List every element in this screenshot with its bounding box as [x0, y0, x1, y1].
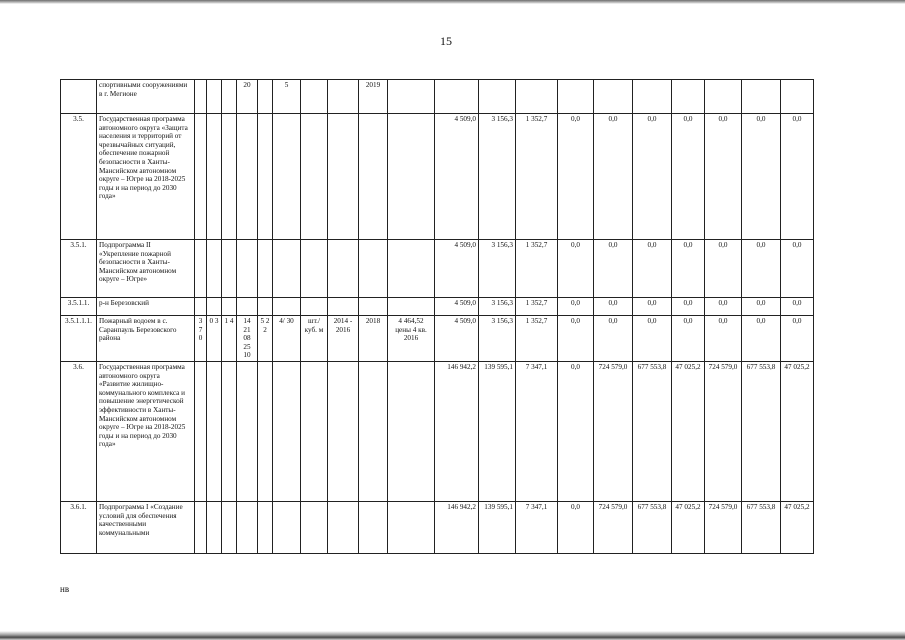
cell-v2 [516, 80, 558, 114]
cell-v9 [781, 80, 814, 114]
cell-v4: 0,0 [594, 114, 633, 240]
cell-total: 4 509,0 [435, 316, 479, 362]
cell-c10 [328, 502, 359, 554]
cell-v3: 0,0 [558, 298, 594, 316]
cell-c4 [207, 298, 222, 316]
cell-total [435, 80, 479, 114]
cell-c9: шт./ куб. м [301, 316, 328, 362]
row-name: Государственная программа автономного округа «Защита населения и территорий от чрезвычайных ситуаций, обеспечение пожарной безопасности в Ханты-Мансийском автономном округе – Югре на 2018-2025 годы и на период до 2030 года» [97, 114, 195, 240]
cell-v2: 1 352,7 [516, 114, 558, 240]
cell-total: 4 509,0 [435, 240, 479, 298]
cell-total: 4 509,0 [435, 298, 479, 316]
cell-c9 [301, 362, 328, 502]
cell-c5 [222, 362, 237, 502]
cell-c3 [195, 240, 207, 298]
cell-v5 [633, 80, 672, 114]
cell-c3: 3 7 0 [195, 316, 207, 362]
cell-v9: 47 025,2 [781, 502, 814, 554]
cell-v6 [672, 80, 705, 114]
cell-c9 [301, 298, 328, 316]
cell-total: 146 942,2 [435, 362, 479, 502]
cell-v8: 0,0 [742, 316, 781, 362]
row-code: 3.6.1. [61, 502, 97, 554]
cell-v4: 0,0 [594, 240, 633, 298]
cell-c7 [258, 114, 273, 240]
cell-v1: 139 595,1 [479, 502, 516, 554]
cell-v1: 139 595,1 [479, 362, 516, 502]
cell-v8: 0,0 [742, 298, 781, 316]
cell-c4 [207, 240, 222, 298]
cell-v3: 0,0 [558, 114, 594, 240]
cell-v8: 677 553,8 [742, 502, 781, 554]
cell-c11: 2019 [359, 80, 388, 114]
row-code: 3.6. [61, 362, 97, 502]
cell-v5: 677 553,8 [633, 362, 672, 502]
cell-c12 [388, 298, 435, 316]
scan-edge-top [0, 0, 905, 4]
cell-v8 [742, 80, 781, 114]
cell-c8 [273, 362, 301, 502]
cell-c9 [301, 114, 328, 240]
cell-v9: 0,0 [781, 240, 814, 298]
cell-c11 [359, 240, 388, 298]
cell-c10 [328, 298, 359, 316]
cell-c3 [195, 298, 207, 316]
table-row [61, 80, 814, 114]
cell-c5 [222, 80, 237, 114]
row-name: Пожарный водоем в с. Саранпауль Березовского района [97, 316, 195, 362]
table-row [61, 240, 814, 298]
cell-c12 [388, 362, 435, 502]
cell-c3 [195, 80, 207, 114]
cell-v1: 3 156,3 [479, 316, 516, 362]
cell-v5: 0,0 [633, 316, 672, 362]
cell-v1: 3 156,3 [479, 114, 516, 240]
cell-v5: 0,0 [633, 298, 672, 316]
table-row [61, 114, 814, 240]
cell-c10 [328, 114, 359, 240]
cell-c6: 20 [237, 80, 258, 114]
page-number: 15 [440, 34, 452, 48]
cell-c11: 2018 [359, 316, 388, 362]
table-row [61, 298, 814, 316]
cell-v2: 7 347,1 [516, 502, 558, 554]
cell-v7: 0,0 [705, 240, 742, 298]
cell-total: 146 942,2 [435, 502, 479, 554]
cell-c12 [388, 240, 435, 298]
cell-v4: 724 579,0 [594, 362, 633, 502]
cell-v2: 1 352,7 [516, 298, 558, 316]
cell-c7 [258, 362, 273, 502]
cell-c3 [195, 502, 207, 554]
cell-v7 [705, 80, 742, 114]
cell-c12 [388, 114, 435, 240]
table-row [61, 362, 814, 502]
table-body [61, 80, 814, 554]
row-code: 3.5.1.1. [61, 298, 97, 316]
cell-v6: 0,0 [672, 114, 705, 240]
cell-c5: 1 4 [222, 316, 237, 362]
cell-total: 4 509,0 [435, 114, 479, 240]
cell-c5 [222, 114, 237, 240]
cell-v6: 47 025,2 [672, 502, 705, 554]
cell-c11 [359, 502, 388, 554]
cell-c4 [207, 362, 222, 502]
cell-v3: 0,0 [558, 502, 594, 554]
cell-v2: 1 352,7 [516, 240, 558, 298]
cell-c3 [195, 362, 207, 502]
cell-c11 [359, 298, 388, 316]
footnote-initials: нв [60, 584, 70, 594]
cell-c11 [359, 114, 388, 240]
cell-v6: 0,0 [672, 240, 705, 298]
cell-c5 [222, 502, 237, 554]
row-name: Подпрограмма I «Создание условий для обеспечения качественными коммунальными [97, 502, 195, 554]
cell-c8 [273, 298, 301, 316]
row-name: Подпрограмма II «Укрепление пожарной безопасности в Ханты-Мансийском автономном округе – Югре» [97, 240, 195, 298]
cell-c3 [195, 114, 207, 240]
cell-c11 [359, 362, 388, 502]
cell-v9: 0,0 [781, 316, 814, 362]
row-code: 3.5.1.1.1. [61, 316, 97, 362]
table-row [61, 502, 814, 554]
cell-v4: 724 579,0 [594, 502, 633, 554]
cell-c10: 2014 - 2016 [328, 316, 359, 362]
cell-c4: 0 3 [207, 316, 222, 362]
cell-v1: 3 156,3 [479, 298, 516, 316]
cell-v9: 47 025,2 [781, 362, 814, 502]
scan-edge-bottom [0, 631, 905, 640]
cell-c6: 14 21 08 25 10 [237, 316, 258, 362]
cell-c12 [388, 502, 435, 554]
cell-c6 [237, 362, 258, 502]
cell-v4: 0,0 [594, 316, 633, 362]
cell-c10 [328, 240, 359, 298]
cell-c6 [237, 114, 258, 240]
cell-c6 [237, 502, 258, 554]
cell-c8: 4/ 30 [273, 316, 301, 362]
cell-v5: 0,0 [633, 114, 672, 240]
cell-v7: 0,0 [705, 298, 742, 316]
cell-c9 [301, 80, 328, 114]
cell-c4 [207, 114, 222, 240]
cell-c12 [388, 80, 435, 114]
cell-c9 [301, 502, 328, 554]
row-name: Государственная программа автономного округа «Развитие жилищно-коммунального комплекса и повышение энергетической эффективности в Ханты-Мансийском автономном округе – Югре на 2018-2025 годы и на период до 2030 года» [97, 362, 195, 502]
cell-c12: 4 464,52 цены 4 кв. 2016 [388, 316, 435, 362]
cell-c4 [207, 502, 222, 554]
cell-c8: 5 [273, 80, 301, 114]
cell-c7 [258, 80, 273, 114]
cell-v3: 0,0 [558, 240, 594, 298]
cell-c8 [273, 240, 301, 298]
cell-v8: 0,0 [742, 240, 781, 298]
cell-c6 [237, 298, 258, 316]
cell-c6 [237, 240, 258, 298]
cell-v2: 1 352,7 [516, 316, 558, 362]
cell-c5 [222, 298, 237, 316]
cell-c7 [258, 502, 273, 554]
cell-v2: 7 347,1 [516, 362, 558, 502]
cell-v7: 724 579,0 [705, 362, 742, 502]
row-code [61, 80, 97, 114]
cell-c4 [207, 80, 222, 114]
cell-v3: 0,0 [558, 362, 594, 502]
cell-c10 [328, 362, 359, 502]
cell-c5 [222, 240, 237, 298]
cell-c8 [273, 502, 301, 554]
row-name: р-н Березовский [97, 298, 195, 316]
row-name: спортивными сооружениями в г. Мегионе [97, 80, 195, 114]
row-code: 3.5.1. [61, 240, 97, 298]
cell-v6: 0,0 [672, 298, 705, 316]
cell-v7: 0,0 [705, 316, 742, 362]
cell-v5: 0,0 [633, 240, 672, 298]
cell-v1: 3 156,3 [479, 240, 516, 298]
cell-v5: 677 553,8 [633, 502, 672, 554]
cell-v7: 724 579,0 [705, 502, 742, 554]
cell-v9: 0,0 [781, 114, 814, 240]
cell-c8 [273, 114, 301, 240]
cell-v6: 47 025,2 [672, 362, 705, 502]
row-code: 3.5. [61, 114, 97, 240]
cell-c10 [328, 80, 359, 114]
cell-v3 [558, 80, 594, 114]
cell-c7 [258, 240, 273, 298]
budget-table [60, 79, 814, 554]
cell-v1 [479, 80, 516, 114]
cell-v8: 677 553,8 [742, 362, 781, 502]
cell-c7 [258, 298, 273, 316]
cell-c9 [301, 240, 328, 298]
table-row [61, 316, 814, 362]
cell-v7: 0,0 [705, 114, 742, 240]
cell-v4: 0,0 [594, 298, 633, 316]
cell-v3: 0,0 [558, 316, 594, 362]
cell-v8: 0,0 [742, 114, 781, 240]
cell-c7: 5 2 2 [258, 316, 273, 362]
cell-v6: 0,0 [672, 316, 705, 362]
cell-v9: 0,0 [781, 298, 814, 316]
cell-v4 [594, 80, 633, 114]
